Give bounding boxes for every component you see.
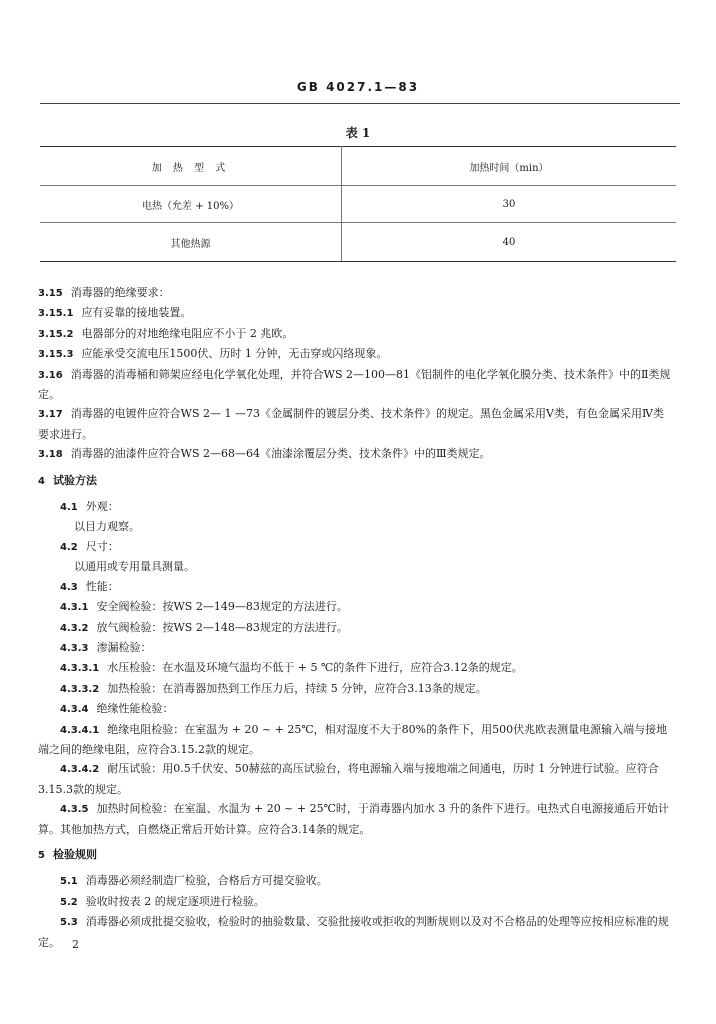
clause-line: 3.16 消毒器的消毒桶和筛架应经电化学氧化处理，并符合WS 2—100—81《铝制件的电化学氧化膜分类、技术条件》中的Ⅱ类规定。 — [38, 367, 671, 402]
col-heating-type-header: 加 热 型 式 — [40, 147, 342, 186]
cell-heating-time: 30 — [342, 186, 677, 223]
clause-line: 4.1 外观： — [60, 500, 119, 514]
clause-line: 3.18 消毒器的油漆件应符合WS 2—68—64《油漆涂覆层分类、技术条件》中的Ⅲ类规定。 — [38, 447, 491, 461]
cell-heating-type: 电热（允差 + 10%） — [40, 186, 342, 223]
clause-line: 4.3.3 渗漏检验： — [60, 640, 152, 654]
clause-line: 4.3.4.1 绝缘电阻检验：在室温为 + 20 ~ + 25℃，相对湿度不大于80%的条件下，用500伏兆欧表测量电源输入端与接地端之间的绝缘电阻，应符合3.15.2款的规定。 — [38, 722, 668, 756]
clause-line: 3.15.2 电器部分的对地绝缘电阻应不小于 2 兆欧。 — [38, 326, 294, 340]
page-number: 2 — [72, 938, 79, 951]
section-heading: 4 试验方法 — [38, 473, 97, 487]
header-rule — [40, 103, 680, 104]
clause-line: 3.15.3 应能承受交流电压1500伏、历时 1 分钟，无击穿或闪络现象。 — [38, 347, 388, 361]
clause-line: 4.2 尺寸： — [60, 539, 119, 553]
clause-line: 4.3.3.2 加热检验：在消毒器加热到工作压力后，持续 5 分钟，应符合3.13条的规定。 — [60, 681, 487, 695]
cell-heating-type: 其他热源 — [40, 223, 342, 262]
clause-line: 以通用或专用量具测量。 — [74, 560, 195, 574]
clause-line: 3.15 消毒器的绝缘要求： — [38, 286, 170, 299]
clause-line: 4.3.2 放气阀检验：按WS 2—148—83规定的方法进行。 — [60, 620, 348, 634]
clause-line: 4.3.4 绝缘性能检验： — [60, 702, 174, 716]
clause-line: 4.3.4.2 耐压试验：用0.5千伏安、50赫兹的高压试验台，将电源输入端与接地端之间通电，历时 1 分钟进行试验。应符合3.15.3款的规定。 — [38, 762, 659, 796]
clause-line: 3.15.1 应有妥靠的接地装置。 — [38, 306, 192, 320]
clause-line: 以目力观察。 — [74, 520, 140, 534]
cell-heating-time: 40 — [342, 223, 677, 262]
clause-line: 4.3 性能： — [60, 579, 119, 593]
document-body — [38, 283, 672, 952]
col-heating-time-header: 加热时间（min） — [342, 147, 677, 186]
heating-time-table — [40, 146, 676, 262]
clause-line: 5.2 验收时按表 2 的规定逐项进行检验。 — [60, 894, 265, 908]
section-heading: 5 检验规则 — [38, 847, 97, 861]
table-header-row — [40, 147, 676, 186]
clause-line: 4.3.5 加热时间检验：在室温、水温为 + 20 ~ + 25℃时，于消毒器内加水 3 升的条件下进行。电热式自电源接通后开始计算。其他加热方式，自燃烧正常后开始计算。应符合3.14条的规定。 — [38, 802, 669, 836]
clause-line: 4.3.1 安全阀检验：按WS 2—149—83规定的方法进行。 — [60, 600, 348, 614]
clause-line: 3.17 消毒器的电镀件应符合WS 2— 1 —73《金属制件的镀层分类、技术条件》的规定。黑色金属采用Ⅴ类，有色金属采用Ⅳ类要求进行。 — [38, 407, 664, 441]
table-row — [40, 223, 676, 262]
table-title: 表 1 — [345, 126, 371, 140]
clause-line: 4.3.3.1 水压检验：在水温及环境气温均不低于 + 5 ℃的条件下进行，应符合3.12条的规定。 — [60, 661, 523, 675]
table-row — [40, 186, 676, 223]
standard-code-header: GB 4027.1—83 — [296, 80, 420, 94]
clause-line: 5.1 消毒器必须经制造厂检验，合格后方可提交验收。 — [60, 874, 328, 888]
clause-line: 5.3 消毒器必须成批提交验收，检验时的抽验数量、交验批接收或拒收的判断规则以及对不合格品的处理等应按相应标准的规定。 — [38, 915, 669, 949]
